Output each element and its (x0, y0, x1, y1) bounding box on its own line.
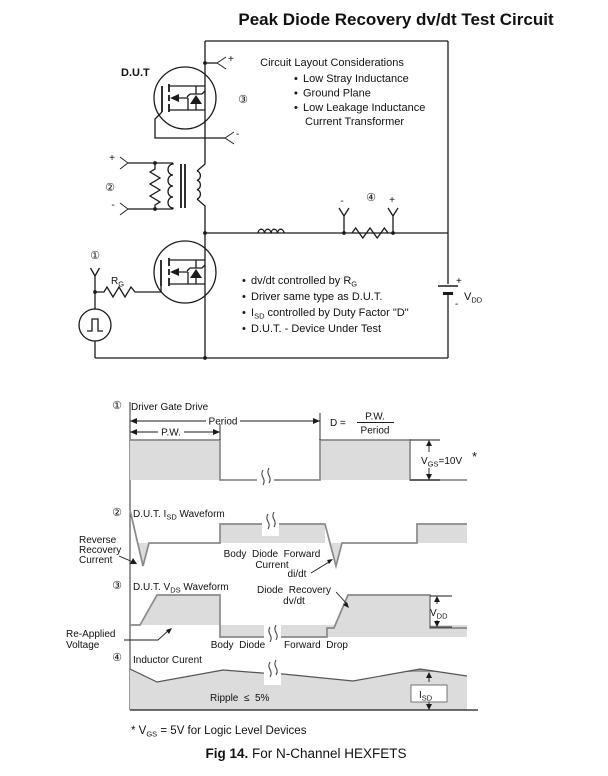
isd-label: D.U.T. $I_{SD}$ Waveform (133, 509, 225, 522)
note-3: $I_{SD}$ controlled by Duty Factor "D" (251, 307, 409, 321)
duty-frac-num: P.W. (365, 411, 385, 423)
dut-label: D.U.T (121, 67, 150, 79)
dut-drain-probe (203, 54, 234, 69)
isd-annotation: $I_{SD}$ (419, 690, 433, 703)
pulse-glyph (87, 319, 103, 331)
bullet-icon: • (242, 291, 246, 303)
marker-2: ② (112, 507, 122, 519)
test-circuit-schematic (79, 41, 483, 360)
vdd-label: $V_{DD}$ (464, 291, 483, 305)
secondary-coil (197, 171, 200, 199)
footnote: * $V_{GS} = 5V$ for Logic Level Devices (131, 725, 307, 739)
note-1: dv/dt controlled by $R_G$ (251, 275, 358, 289)
gate-probe-fork (91, 268, 100, 292)
layout-heading: Circuit Layout Considerations (260, 57, 404, 69)
burden-resistor-symbol (150, 163, 160, 209)
rg-label: $R_G$ (111, 276, 125, 289)
page-title: Peak Diode Recovery dv/dt Test Circuit (238, 10, 554, 29)
asterisk: * (472, 449, 478, 464)
bullet-icon: • (242, 307, 246, 319)
period-label: Period (208, 416, 238, 428)
figure-caption: Fig 14. For N-Channel HEXFETS (205, 746, 407, 761)
xfmr-minus-label: - (111, 200, 115, 211)
diode-recovery-label-1: Diode Recovery (257, 585, 331, 596)
body-diode-drop-label-left: Body Diode (210, 640, 266, 651)
pw-label: P.W. (161, 427, 181, 439)
bullet-icon: • (294, 73, 298, 85)
primary-coil (168, 163, 173, 209)
probe-minus-fork (339, 208, 349, 233)
note-2: Driver same type as D.U.T. (251, 291, 383, 303)
driver-mosfet-symbol (154, 241, 216, 303)
sense-plus-label: + (389, 195, 395, 206)
inductor-current-label: Inductor Curent (133, 655, 202, 666)
body-diode-drop-label-right: Forward Drop (284, 640, 348, 651)
vdd-annotation: $V_{DD}$ (430, 608, 448, 621)
load-branch (203, 192, 448, 238)
probe-minus-label: - (236, 129, 240, 140)
reapplied-voltage-label-2: Voltage (66, 640, 100, 651)
dut-gate-source-loop (155, 112, 225, 138)
note-4: D.U.T. - Device Under Test (251, 323, 382, 335)
bullet-icon: • (242, 275, 246, 287)
core-bars (181, 164, 185, 208)
layout-considerations (260, 57, 425, 128)
sense-minus-label: - (340, 196, 344, 207)
battery-minus-label: - (455, 299, 459, 310)
waveform-isd (79, 507, 467, 580)
battery-plus-label: + (456, 276, 462, 287)
pulse-generator-symbol (79, 309, 111, 341)
marker-1: ① (112, 400, 122, 412)
current-transformer-symbol (109, 153, 200, 215)
layout-bullet-3: Low Leakage Inductance (303, 102, 426, 114)
waveform-gate-drive (112, 400, 477, 492)
reverse-recovery-label-1: Reverse (79, 535, 117, 546)
marker-3: ③ (112, 580, 122, 592)
marker-1: ① (90, 250, 100, 262)
ripple-label: Ripple ≤ 5% (210, 693, 270, 704)
marker-4: ④ (112, 652, 122, 664)
marker-2: ② (105, 182, 115, 194)
vgs-label: $V_{GS}=10V$ (421, 456, 463, 469)
duty-frac-den: Period (360, 425, 390, 437)
wire-left-rail (197, 41, 205, 358)
bullet-icon: • (242, 323, 246, 335)
diode-recovery-label-2: dv/dt (283, 596, 305, 607)
gate-resistor-symbol (95, 287, 161, 297)
circuit-notes (242, 275, 409, 335)
marker-3: ③ (238, 94, 248, 106)
reverse-recovery-label-2: Recovery (79, 545, 122, 556)
probe-plus-fork (388, 208, 398, 233)
layout-bullet-1: Low Stray Inductance (303, 73, 409, 85)
bullet-icon: • (294, 102, 298, 114)
xfmr-plus-label: + (109, 153, 115, 164)
waveform-vds (66, 580, 467, 651)
probe-plus-label: + (228, 54, 234, 65)
body-diode-current-label-2: Current (255, 560, 289, 571)
gate-drive-branch (79, 250, 207, 360)
bullet-icon: • (294, 87, 298, 100)
dut-mosfet-symbol (154, 67, 225, 138)
layout-bullet-3-cont: Current Transformer (305, 116, 405, 128)
body-diode-current-label-1: Body Diode Forward (223, 549, 321, 560)
marker-4: ④ (366, 192, 376, 204)
waveform-diagram (66, 400, 478, 739)
dut-source-probe (225, 129, 239, 144)
reverse-recovery-label-3: Current (79, 555, 113, 566)
layout-bullet-2: Ground Plane (303, 87, 371, 100)
vdd-battery-symbol (438, 276, 483, 310)
reapplied-voltage-label-1: Re-Applied (66, 629, 116, 640)
vds-label: D.U.T. $V_{DS}$ Waveform (133, 582, 229, 595)
gate-drive-label: Driver Gate Drive (131, 402, 209, 413)
waveform-inductor-current (112, 652, 478, 710)
didt-label: di/dt (287, 569, 307, 580)
duty-eq-label: D = (330, 418, 346, 429)
